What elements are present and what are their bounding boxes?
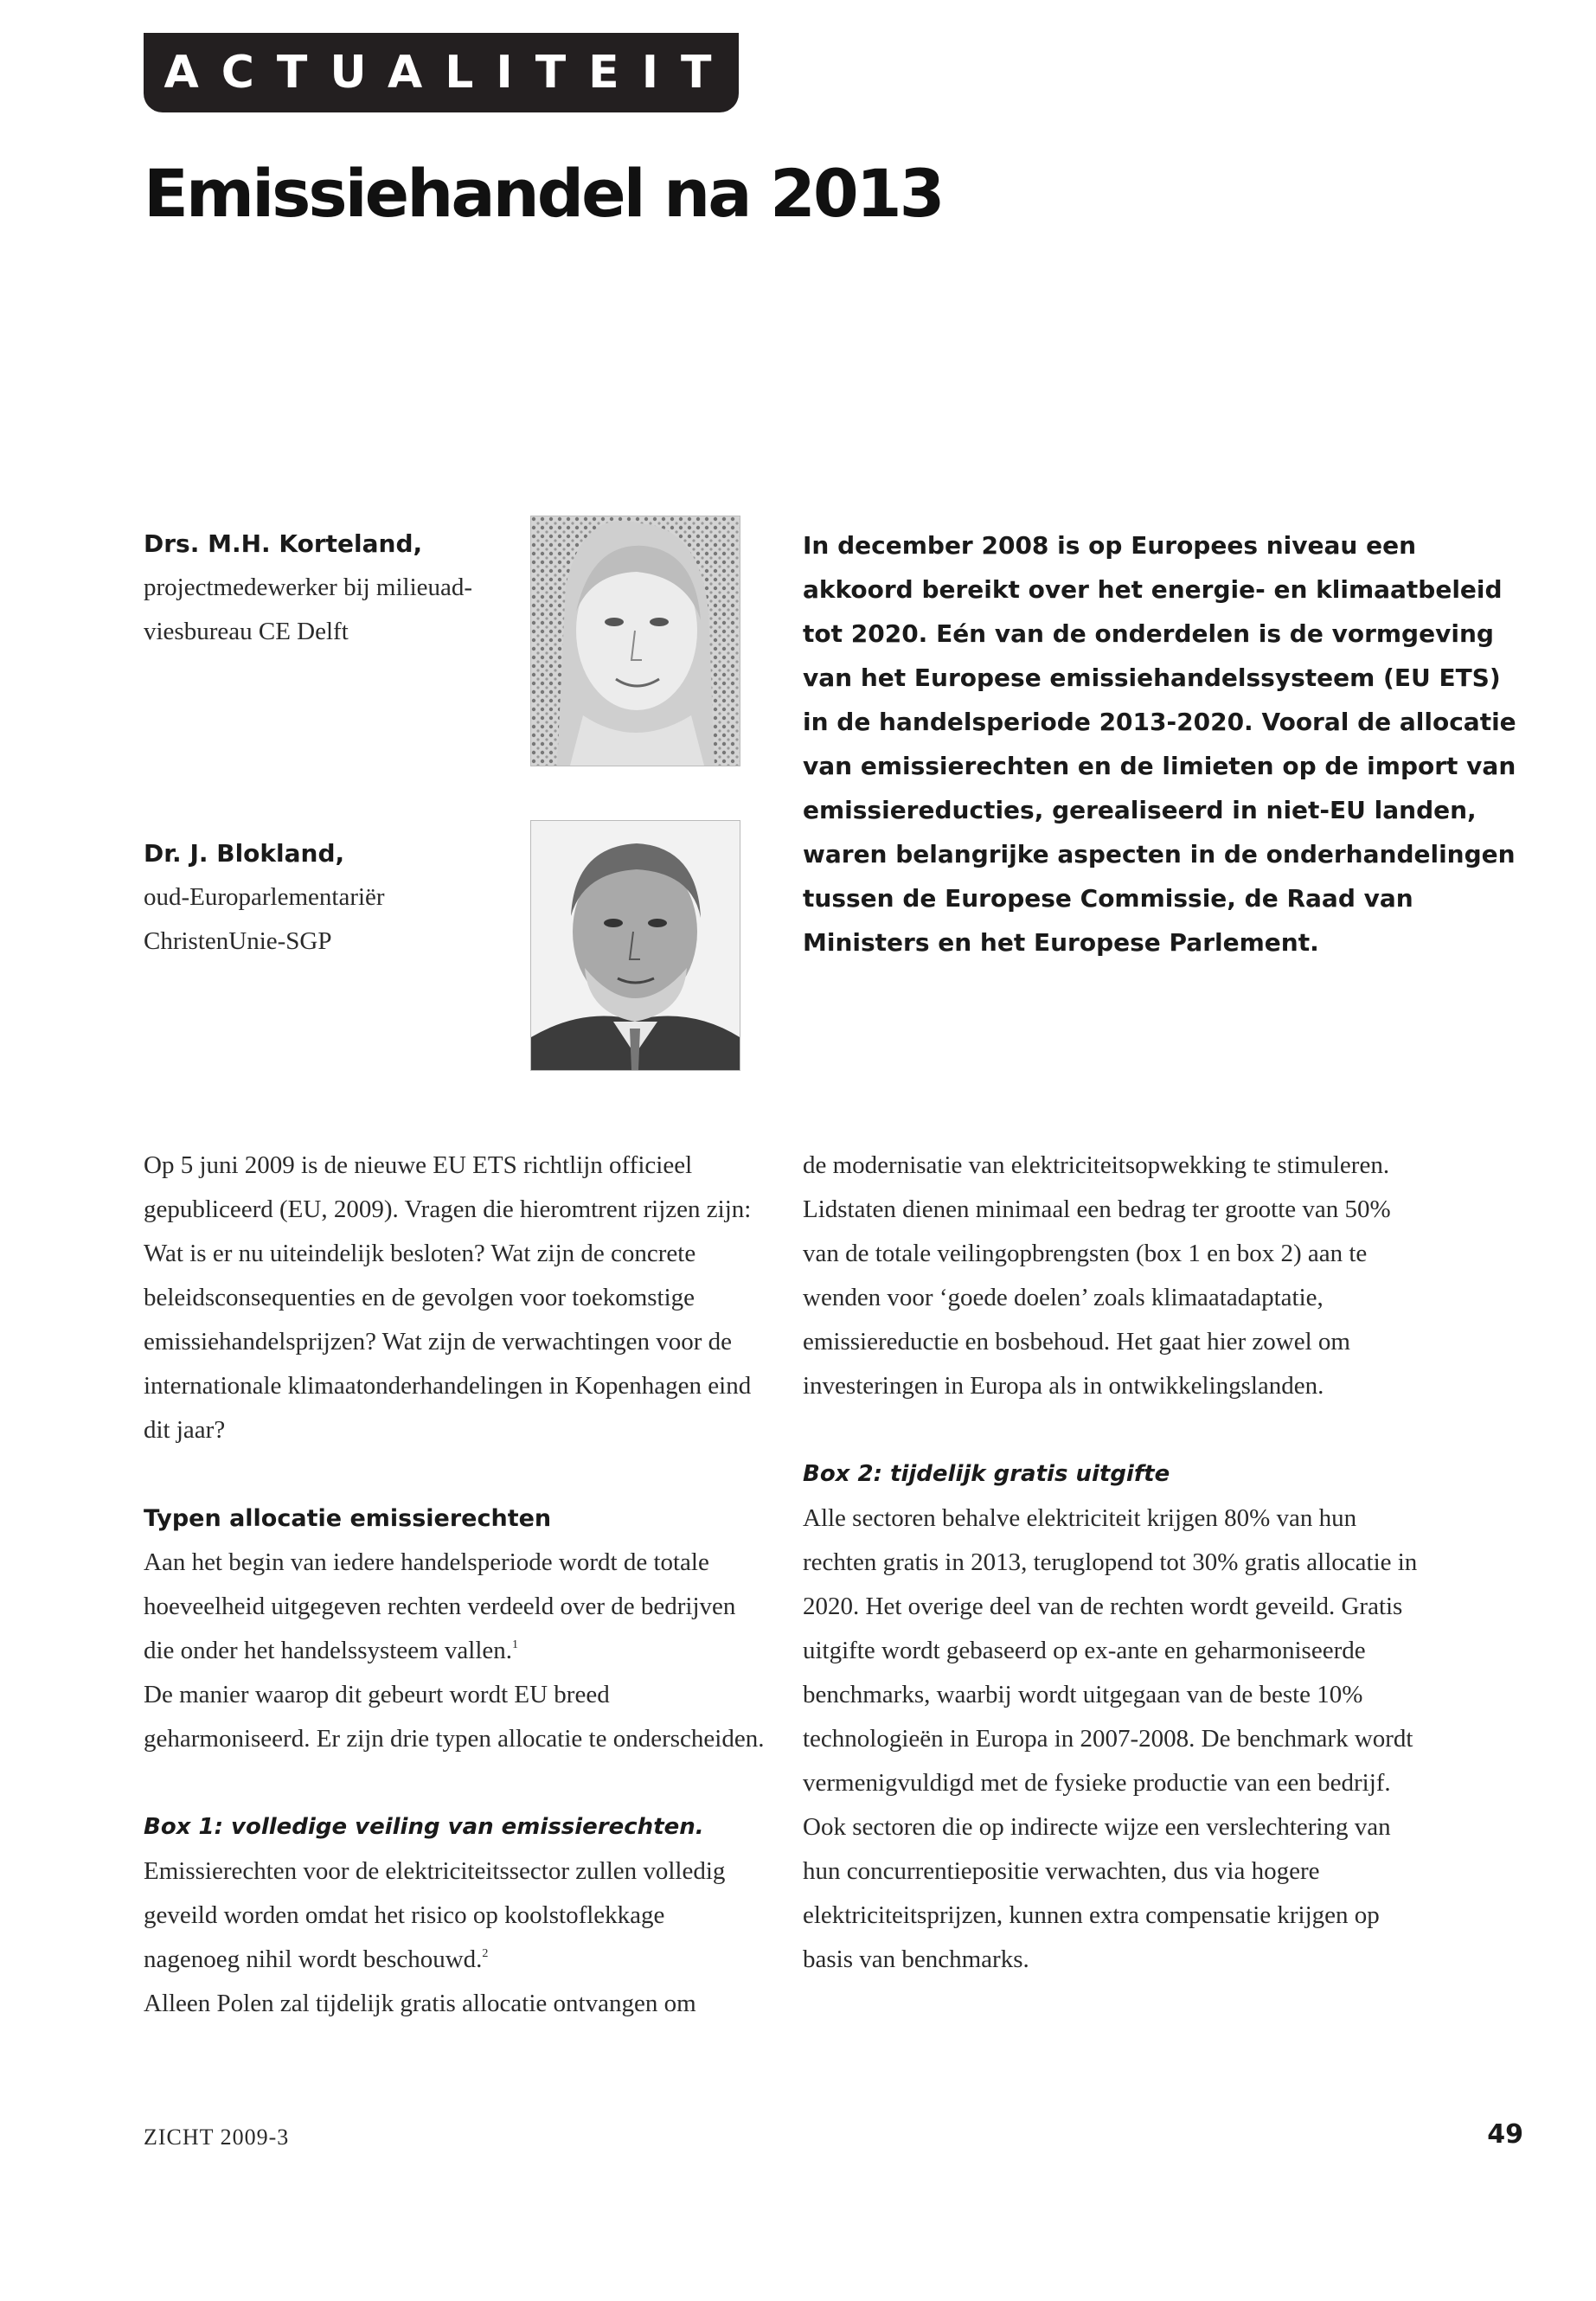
box1-paragraph-2: Alleen Polen zal tijdelijk gratis allocatie ontvangen om	[144, 1990, 696, 2017]
author-photo-korteland	[530, 516, 740, 766]
author-blokland	[144, 831, 524, 964]
journal-footer: ZICHT 2009-3	[144, 2125, 290, 2150]
article-lead: In december 2008 is op Europees niveau een akkoord bereikt over het energie- en klimaatbeleid tot 2020. Eén van de onderdelen is de vormgeving van het Europese emissiehandelssysteem (EU ETS) in de handelsperiode 2013-2020. Vooral de allocatie van emissierechten en de limieten op de import van emissiereducties, gerealiseerd in niet-EU landen, waren belangrijke aspecten in de onderhandelingen tussen de Europese Commissie, de Raad van Ministers en het Europese Parlement.	[803, 531, 1516, 957]
author-role: projectmedewerker bij milieuad-	[144, 574, 473, 601]
author-name: Dr. J. Blokland,	[144, 839, 345, 868]
body-column-left	[144, 1144, 766, 2026]
section-heading-typen: Typen allocatie emissierechten	[144, 1505, 552, 1532]
footnote-ref-1: 1	[512, 1638, 519, 1651]
box2-heading: Box 2: tijdelijk gratis uitgifte	[803, 1461, 1170, 1487]
author-affiliation: ChristenUnie-SGP	[144, 927, 332, 955]
body-column-right	[803, 1144, 1426, 1982]
footnote-ref-2: 2	[482, 1947, 489, 1960]
author-role: oud-Europarlementariër	[144, 883, 385, 911]
page-number: 49	[1487, 2119, 1523, 2150]
author-name: Drs. M.H. Korteland,	[144, 529, 423, 558]
box1-continuation: de modernisatie van elektriciteitsopwekking te stimuleren. Lidstaten dienen minimaal een bedrag ter grootte van 50% van de totale veilingopbrengsten (box 1 en box 2) aan te wenden voor ‘goede doelen’ zoals klimaatadaptatie, emissiereductie en bosbehoud. Het gaat hier zowel om investeringen in Europa als in ontwikkelingslanden.	[803, 1151, 1391, 1400]
box1-paragraph: Emissierechten voor de elektriciteitssector zullen volledig geveild worden omdat het risico op koolstoflekkage nagenoeg nihil wordt beschouwd.$^2$	[144, 1857, 726, 1973]
box2-paragraph: Alle sectoren behalve elektriciteit krijgen 80% van hun rechten gratis in 2013, teruglopend tot 30% gratis allocatie in 2020. Het overige deel van de rechten wordt geveild. Gratis uitgifte wordt gebaseerd op ex-ante en geharmoniseerde benchmarks, waarbij wordt uitgegaan van de beste 10% technologieën in Europa in 2007-2008. De benchmark wordt vermenigvuldigd met de fysieke productie van een bedrijf. Ook sectoren die op indirecte wijze een verslechtering van hun concurrentiepositie verwachten, dus via hogere elektriciteitsprijzen, kunnen extra compensatie krijgen op basis van benchmarks.	[803, 1504, 1418, 1973]
typen-paragraph: Aan het begin van iedere handelsperiode wordt de totale hoeveelheid uitgegeven rechten verdeeld over de bedrijven die onder het handelssysteem vallen.$^1$	[144, 1548, 736, 1664]
author-korteland	[144, 522, 524, 654]
typen-paragraph-2: De manier waarop dit gebeurt wordt EU breed geharmoniseerd. Er zijn drie typen allocatie te onderscheiden.	[144, 1681, 765, 1753]
section-label: ACTUALITEIT	[144, 33, 739, 112]
article-title: Emissiehandel na 2013	[144, 155, 943, 232]
box1-heading: Box 1: volledige veiling van emissierechten.	[144, 1814, 704, 1840]
intro-paragraph: Op 5 juni 2009 is de nieuwe EU ETS richtlijn officieel gepubliceerd (EU, 2009). Vragen die hieromtrent rijzen zijn: Wat is er nu uiteindelijk besloten? Wat zijn de concrete beleidsconsequenties en de gevolgen voor toekomstige emissiehandelsprijzen? Wat zijn de verwachtingen voor de internationale klimaatonderhandelingen in Kopenhagen eind dit jaar?	[144, 1151, 752, 1444]
author-affiliation: viesbureau CE Delft	[144, 618, 349, 645]
author-photo-blokland	[530, 820, 740, 1071]
